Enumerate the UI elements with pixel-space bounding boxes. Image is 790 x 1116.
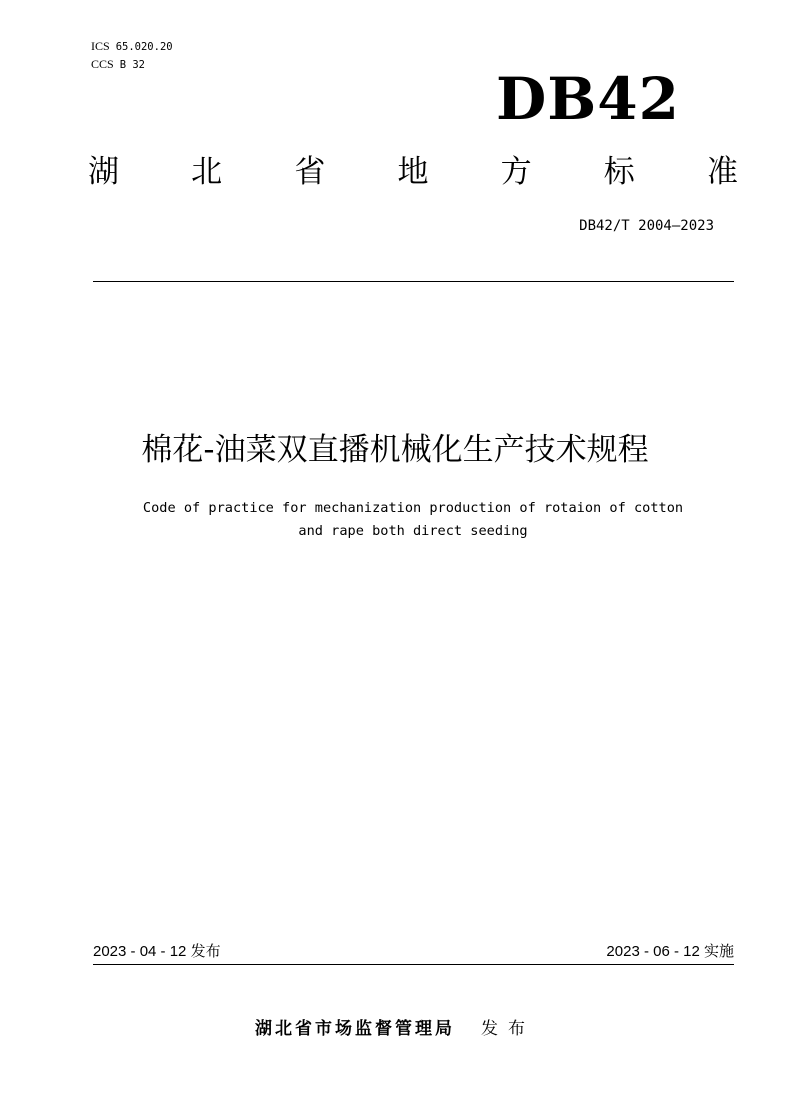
standard-number: DB42/T 2004—2023 bbox=[579, 218, 714, 234]
standard-type-char: 地 bbox=[397, 154, 429, 190]
title-english-line: Code of practice for mechanization production of rotaion of cotton bbox=[142, 500, 684, 516]
ccs-label: CCS bbox=[91, 57, 114, 71]
title-chinese: 棉花-油菜双直播机械化生产技术规程 bbox=[141, 432, 649, 468]
standard-type-char: 湖 bbox=[88, 154, 119, 190]
ccs-code: B 32 bbox=[119, 59, 145, 71]
publish-date: 2023 - 04 - 12 发布 bbox=[93, 943, 221, 960]
standard-type-char: 标 bbox=[603, 154, 635, 190]
ics-line bbox=[91, 38, 173, 56]
classification-block bbox=[91, 38, 173, 74]
standard-type-char: 北 bbox=[191, 154, 223, 190]
issuer-line bbox=[0, 1016, 790, 1042]
title-english bbox=[100, 497, 726, 543]
db42-logo: DB42 bbox=[495, 65, 680, 133]
standard-type-char: 准 bbox=[706, 154, 738, 190]
ics-label: ICS bbox=[91, 39, 110, 53]
footer-divider bbox=[93, 964, 734, 965]
title-english-line: and rape both direct seeding bbox=[298, 523, 528, 539]
implement-date: 2023 - 06 - 12 实施 bbox=[606, 943, 734, 960]
issuer-action: 发布 bbox=[481, 1019, 535, 1039]
ccs-line bbox=[91, 56, 173, 74]
standard-type-char: 方 bbox=[500, 154, 532, 190]
standard-type-heading bbox=[88, 150, 738, 194]
header-divider bbox=[93, 281, 734, 282]
issuer-name: 湖北省市场监督管理局 bbox=[255, 1019, 455, 1039]
ics-code: 65.020.20 bbox=[115, 41, 173, 53]
standard-type-char: 省 bbox=[294, 154, 326, 190]
